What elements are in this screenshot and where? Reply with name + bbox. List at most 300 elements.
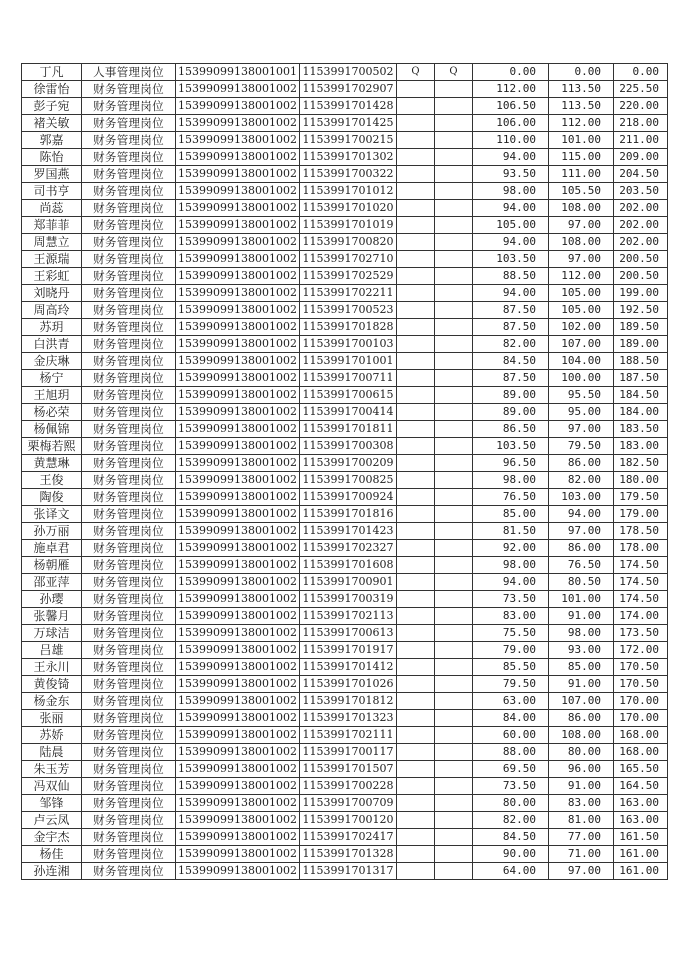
position-name: 财务管理岗位 — [82, 336, 176, 353]
position-code: 15399099138001002 — [176, 268, 300, 285]
absence-mark — [435, 557, 473, 574]
absence-mark — [397, 523, 435, 540]
score-subject-2: 105.00 — [549, 285, 614, 302]
score-subject-1: 105.00 — [473, 217, 549, 234]
candidate-name: 吕雄 — [22, 642, 82, 659]
position-code: 15399099138001002 — [176, 693, 300, 710]
score-subject-2: 71.00 — [549, 846, 614, 863]
table-row — [22, 353, 668, 370]
table-row — [22, 166, 668, 183]
table-row — [22, 149, 668, 166]
table-row — [22, 761, 668, 778]
candidate-name: 孙万丽 — [22, 523, 82, 540]
exam-number: 1153991701020 — [300, 200, 397, 217]
candidate-name: 张丽 — [22, 710, 82, 727]
absence-mark — [435, 183, 473, 200]
total-score: 164.50 — [614, 778, 668, 795]
position-code: 15399099138001002 — [176, 166, 300, 183]
position-name: 财务管理岗位 — [82, 387, 176, 404]
absence-mark — [435, 421, 473, 438]
score-subject-2: 97.00 — [549, 217, 614, 234]
absence-mark — [435, 234, 473, 251]
position-code: 15399099138001002 — [176, 285, 300, 302]
score-subject-1: 98.00 — [473, 183, 549, 200]
total-score: 225.50 — [614, 81, 668, 98]
absence-mark — [435, 506, 473, 523]
absence-mark — [435, 591, 473, 608]
score-subject-2: 96.00 — [549, 761, 614, 778]
position-name: 财务管理岗位 — [82, 166, 176, 183]
absence-mark — [435, 166, 473, 183]
candidate-name: 徐雷怡 — [22, 81, 82, 98]
score-subject-1: 73.50 — [473, 778, 549, 795]
absence-mark — [435, 761, 473, 778]
candidate-name: 陆晨 — [22, 744, 82, 761]
position-name: 财务管理岗位 — [82, 132, 176, 149]
table-row — [22, 98, 668, 115]
exam-number: 1153991700103 — [300, 336, 397, 353]
absence-mark — [397, 506, 435, 523]
score-subject-2: 91.00 — [549, 608, 614, 625]
table-row — [22, 676, 668, 693]
exam-number: 1153991701323 — [300, 710, 397, 727]
candidate-name: 金庆琳 — [22, 353, 82, 370]
absence-mark — [397, 115, 435, 132]
score-subject-2: 85.00 — [549, 659, 614, 676]
table-row — [22, 591, 668, 608]
table-row — [22, 642, 668, 659]
position-code: 15399099138001002 — [176, 489, 300, 506]
position-code: 15399099138001002 — [176, 336, 300, 353]
absence-mark — [435, 268, 473, 285]
absence-mark — [435, 608, 473, 625]
candidate-name: 周高玲 — [22, 302, 82, 319]
absence-mark — [435, 81, 473, 98]
table-row — [22, 863, 668, 880]
absence-mark — [435, 523, 473, 540]
score-subject-1: 112.00 — [473, 81, 549, 98]
position-name: 财务管理岗位 — [82, 472, 176, 489]
position-code: 15399099138001002 — [176, 370, 300, 387]
absence-mark — [397, 234, 435, 251]
total-score: 163.00 — [614, 795, 668, 812]
score-subject-2: 111.00 — [549, 166, 614, 183]
absence-mark — [397, 455, 435, 472]
exam-number: 1153991701428 — [300, 98, 397, 115]
exam-number: 1153991700711 — [300, 370, 397, 387]
position-code: 15399099138001002 — [176, 506, 300, 523]
score-subject-2: 115.00 — [549, 149, 614, 166]
total-score: 170.00 — [614, 693, 668, 710]
position-code: 15399099138001002 — [176, 234, 300, 251]
score-subject-2: 86.00 — [549, 710, 614, 727]
score-subject-1: 75.50 — [473, 625, 549, 642]
score-subject-2: 97.00 — [549, 523, 614, 540]
total-score: 199.00 — [614, 285, 668, 302]
exam-number: 1153991701812 — [300, 693, 397, 710]
candidate-name: 冯双仙 — [22, 778, 82, 795]
table-row — [22, 523, 668, 540]
position-name: 财务管理岗位 — [82, 404, 176, 421]
total-score: 188.50 — [614, 353, 668, 370]
absence-mark — [397, 81, 435, 98]
candidate-name: 罗国燕 — [22, 166, 82, 183]
total-score: 183.00 — [614, 438, 668, 455]
absence-mark — [397, 812, 435, 829]
score-subject-1: 69.50 — [473, 761, 549, 778]
exam-number: 1153991700924 — [300, 489, 397, 506]
exam-number: 1153991700215 — [300, 132, 397, 149]
absence-mark: Q — [397, 64, 435, 81]
score-subject-2: 108.00 — [549, 200, 614, 217]
absence-mark — [435, 863, 473, 880]
score-subject-2: 105.00 — [549, 302, 614, 319]
exam-number: 1153991700120 — [300, 812, 397, 829]
candidate-name: 施卓君 — [22, 540, 82, 557]
score-subject-2: 81.00 — [549, 812, 614, 829]
score-subject-2: 102.00 — [549, 319, 614, 336]
absence-mark — [397, 642, 435, 659]
absence-mark — [397, 336, 435, 353]
table-row — [22, 217, 668, 234]
position-code: 15399099138001002 — [176, 829, 300, 846]
position-name: 财务管理岗位 — [82, 710, 176, 727]
absence-mark — [397, 778, 435, 795]
position-name: 财务管理岗位 — [82, 251, 176, 268]
absence-mark — [397, 574, 435, 591]
score-subject-1: 84.00 — [473, 710, 549, 727]
total-score: 182.50 — [614, 455, 668, 472]
score-subject-1: 106.50 — [473, 98, 549, 115]
table-row — [22, 370, 668, 387]
candidate-name: 丁凡 — [22, 64, 82, 81]
score-subject-1: 94.00 — [473, 234, 549, 251]
candidate-name: 苏娇 — [22, 727, 82, 744]
score-subject-2: 82.00 — [549, 472, 614, 489]
table-row — [22, 812, 668, 829]
score-subject-2: 113.50 — [549, 81, 614, 98]
exam-number: 1153991702710 — [300, 251, 397, 268]
position-code: 15399099138001002 — [176, 421, 300, 438]
exam-number: 1153991700825 — [300, 472, 397, 489]
score-subject-1: 85.00 — [473, 506, 549, 523]
absence-mark — [397, 251, 435, 268]
exam-number: 1153991701816 — [300, 506, 397, 523]
table-row — [22, 659, 668, 676]
score-subject-1: 63.00 — [473, 693, 549, 710]
exam-number: 1153991700308 — [300, 438, 397, 455]
position-code: 15399099138001002 — [176, 761, 300, 778]
candidate-name: 王俊 — [22, 472, 82, 489]
position-name: 财务管理岗位 — [82, 200, 176, 217]
total-score: 178.50 — [614, 523, 668, 540]
score-subject-1: 79.00 — [473, 642, 549, 659]
score-subject-2: 108.00 — [549, 727, 614, 744]
absence-mark — [397, 693, 435, 710]
position-name: 财务管理岗位 — [82, 489, 176, 506]
score-subject-2: 97.00 — [549, 251, 614, 268]
absence-mark — [397, 132, 435, 149]
score-subject-1: 87.50 — [473, 319, 549, 336]
total-score: 174.50 — [614, 591, 668, 608]
exam-number: 1153991701328 — [300, 846, 397, 863]
position-code: 15399099138001002 — [176, 319, 300, 336]
exam-number: 1153991701425 — [300, 115, 397, 132]
total-score: 170.50 — [614, 676, 668, 693]
score-subject-1: 88.00 — [473, 744, 549, 761]
position-name: 财务管理岗位 — [82, 115, 176, 132]
score-sheet — [21, 63, 668, 880]
absence-mark — [435, 574, 473, 591]
position-name: 财务管理岗位 — [82, 98, 176, 115]
total-score: 165.50 — [614, 761, 668, 778]
candidate-name: 卢云凤 — [22, 812, 82, 829]
score-subject-1: 89.00 — [473, 404, 549, 421]
absence-mark — [435, 778, 473, 795]
absence-mark — [397, 591, 435, 608]
exam-number: 1153991700319 — [300, 591, 397, 608]
total-score: 203.50 — [614, 183, 668, 200]
position-code: 15399099138001002 — [176, 846, 300, 863]
absence-mark — [435, 370, 473, 387]
exam-number: 1153991700502 — [300, 64, 397, 81]
score-subject-1: 87.50 — [473, 370, 549, 387]
exam-number: 1153991701019 — [300, 217, 397, 234]
absence-mark — [435, 319, 473, 336]
position-code: 15399099138001002 — [176, 455, 300, 472]
exam-number: 1153991701012 — [300, 183, 397, 200]
exam-number: 1153991702417 — [300, 829, 397, 846]
position-name: 财务管理岗位 — [82, 829, 176, 846]
score-subject-2: 77.00 — [549, 829, 614, 846]
score-subject-2: 101.00 — [549, 132, 614, 149]
absence-mark — [397, 761, 435, 778]
total-score: 161.00 — [614, 863, 668, 880]
score-subject-2: 103.00 — [549, 489, 614, 506]
exam-number: 1153991702529 — [300, 268, 397, 285]
table-row — [22, 693, 668, 710]
score-subject-2: 79.50 — [549, 438, 614, 455]
score-subject-2: 93.00 — [549, 642, 614, 659]
score-subject-2: 83.00 — [549, 795, 614, 812]
total-score: 200.50 — [614, 251, 668, 268]
position-name: 财务管理岗位 — [82, 455, 176, 472]
table-row — [22, 710, 668, 727]
exam-number: 1153991700820 — [300, 234, 397, 251]
position-code: 15399099138001002 — [176, 778, 300, 795]
absence-mark — [435, 149, 473, 166]
position-name: 财务管理岗位 — [82, 523, 176, 540]
absence-mark — [435, 693, 473, 710]
table-row — [22, 81, 668, 98]
absence-mark — [435, 336, 473, 353]
position-code: 15399099138001002 — [176, 81, 300, 98]
total-score: 178.00 — [614, 540, 668, 557]
table-row — [22, 778, 668, 795]
exam-number: 1153991700117 — [300, 744, 397, 761]
absence-mark — [397, 268, 435, 285]
exam-number: 1153991700414 — [300, 404, 397, 421]
score-subject-1: 79.50 — [473, 676, 549, 693]
score-subject-1: 88.50 — [473, 268, 549, 285]
total-score: 218.00 — [614, 115, 668, 132]
absence-mark — [435, 540, 473, 557]
table-row — [22, 319, 668, 336]
score-subject-2: 95.50 — [549, 387, 614, 404]
absence-mark — [397, 863, 435, 880]
absence-mark — [435, 472, 473, 489]
score-subject-1: 103.50 — [473, 438, 549, 455]
total-score: 187.50 — [614, 370, 668, 387]
exam-number: 1153991701811 — [300, 421, 397, 438]
absence-mark — [397, 404, 435, 421]
candidate-name: 褚关敏 — [22, 115, 82, 132]
absence-mark — [397, 200, 435, 217]
position-name: 财务管理岗位 — [82, 812, 176, 829]
exam-number: 1153991701917 — [300, 642, 397, 659]
table-row — [22, 455, 668, 472]
table-row — [22, 557, 668, 574]
candidate-name: 杨佩锦 — [22, 421, 82, 438]
score-subject-2: 108.00 — [549, 234, 614, 251]
score-subject-2: 86.00 — [549, 540, 614, 557]
position-code: 15399099138001002 — [176, 523, 300, 540]
absence-mark — [435, 302, 473, 319]
absence-mark — [397, 438, 435, 455]
absence-mark — [397, 285, 435, 302]
absence-mark — [397, 625, 435, 642]
position-code: 15399099138001002 — [176, 795, 300, 812]
absence-mark — [397, 710, 435, 727]
position-name: 财务管理岗位 — [82, 370, 176, 387]
table-row — [22, 251, 668, 268]
position-code: 15399099138001002 — [176, 200, 300, 217]
total-score: 202.00 — [614, 217, 668, 234]
table-row — [22, 846, 668, 863]
position-code: 15399099138001002 — [176, 404, 300, 421]
absence-mark — [435, 353, 473, 370]
absence-mark — [435, 455, 473, 472]
score-subject-2: 91.00 — [549, 778, 614, 795]
score-subject-1: 89.00 — [473, 387, 549, 404]
position-name: 财务管理岗位 — [82, 659, 176, 676]
total-score: 173.50 — [614, 625, 668, 642]
table-row — [22, 795, 668, 812]
position-name: 财务管理岗位 — [82, 778, 176, 795]
score-subject-1: 94.00 — [473, 285, 549, 302]
exam-number: 1153991702113 — [300, 608, 397, 625]
position-name: 财务管理岗位 — [82, 285, 176, 302]
position-code: 15399099138001001 — [176, 64, 300, 81]
absence-mark — [435, 744, 473, 761]
absence-mark — [435, 438, 473, 455]
candidate-name: 金宇杰 — [22, 829, 82, 846]
table-row — [22, 234, 668, 251]
absence-mark — [397, 659, 435, 676]
position-name: 财务管理岗位 — [82, 625, 176, 642]
position-name: 财务管理岗位 — [82, 149, 176, 166]
score-subject-1: 93.50 — [473, 166, 549, 183]
absence-mark — [397, 166, 435, 183]
total-score: 211.00 — [614, 132, 668, 149]
candidate-name: 尚蕊 — [22, 200, 82, 217]
score-subject-1: 98.00 — [473, 557, 549, 574]
score-subject-1: 76.50 — [473, 489, 549, 506]
table-row — [22, 302, 668, 319]
absence-mark — [397, 421, 435, 438]
candidate-name: 孙璎 — [22, 591, 82, 608]
exam-number: 1153991701412 — [300, 659, 397, 676]
table-row — [22, 574, 668, 591]
score-subject-2: 80.00 — [549, 744, 614, 761]
score-subject-1: 60.00 — [473, 727, 549, 744]
total-score: 161.50 — [614, 829, 668, 846]
absence-mark — [397, 829, 435, 846]
total-score: 172.00 — [614, 642, 668, 659]
table-row — [22, 421, 668, 438]
score-subject-1: 82.00 — [473, 336, 549, 353]
absence-mark — [435, 489, 473, 506]
absence-mark — [397, 217, 435, 234]
score-subject-1: 0.00 — [473, 64, 549, 81]
absence-mark — [435, 200, 473, 217]
total-score: 179.00 — [614, 506, 668, 523]
position-code: 15399099138001002 — [176, 302, 300, 319]
total-score: 174.00 — [614, 608, 668, 625]
position-code: 15399099138001002 — [176, 710, 300, 727]
position-code: 15399099138001002 — [176, 217, 300, 234]
absence-mark — [397, 540, 435, 557]
position-code: 15399099138001002 — [176, 659, 300, 676]
position-name: 财务管理岗位 — [82, 574, 176, 591]
score-subject-2: 107.00 — [549, 336, 614, 353]
candidate-name: 朱玉芳 — [22, 761, 82, 778]
total-score: 184.00 — [614, 404, 668, 421]
candidate-name: 邵亚萍 — [22, 574, 82, 591]
score-subject-1: 84.50 — [473, 829, 549, 846]
score-subject-2: 100.00 — [549, 370, 614, 387]
absence-mark — [397, 744, 435, 761]
score-subject-1: 82.00 — [473, 812, 549, 829]
position-code: 15399099138001002 — [176, 574, 300, 591]
score-subject-1: 85.50 — [473, 659, 549, 676]
candidate-name: 彭子宛 — [22, 98, 82, 115]
absence-mark — [435, 812, 473, 829]
table-row — [22, 268, 668, 285]
score-subject-2: 112.00 — [549, 268, 614, 285]
total-score: 163.00 — [614, 812, 668, 829]
total-score: 174.50 — [614, 574, 668, 591]
score-subject-1: 86.50 — [473, 421, 549, 438]
score-subject-2: 112.00 — [549, 115, 614, 132]
table-row — [22, 438, 668, 455]
candidate-name: 苏玥 — [22, 319, 82, 336]
absence-mark — [435, 625, 473, 642]
position-code: 15399099138001002 — [176, 591, 300, 608]
position-name: 财务管理岗位 — [82, 761, 176, 778]
total-score: 192.50 — [614, 302, 668, 319]
candidate-name: 张译文 — [22, 506, 82, 523]
position-name: 财务管理岗位 — [82, 557, 176, 574]
score-subject-1: 64.00 — [473, 863, 549, 880]
candidate-name: 杨宁 — [22, 370, 82, 387]
exam-number: 1153991702327 — [300, 540, 397, 557]
exam-number: 1153991701026 — [300, 676, 397, 693]
table-row — [22, 727, 668, 744]
exam-number: 1153991700523 — [300, 302, 397, 319]
table-row — [22, 200, 668, 217]
absence-mark — [435, 710, 473, 727]
